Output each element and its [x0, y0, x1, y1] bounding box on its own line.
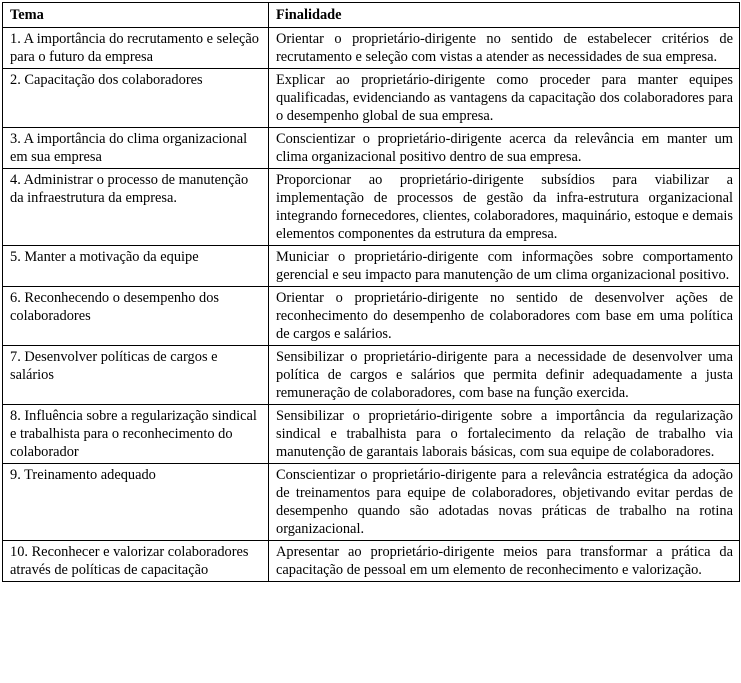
table-row [3, 287, 740, 346]
tema-cell: 3. A importância do clima organizacional em sua empresa [3, 128, 269, 169]
table-row [3, 28, 740, 69]
tema-cell: 8. Influência sobre a regularização sindical e trabalhista para o reconhecimento do colaborador [3, 405, 269, 464]
finalidade-cell: Sensibilizar o proprietário-dirigente sobre a importância da regularização sindical e trabalhista para o fortalecimento da relação de trabalho via manutenção de garantais laborais básicas, com sua equipe de colaboradores. [269, 405, 740, 464]
table-row [3, 69, 740, 128]
header-tema: Tema [3, 3, 269, 28]
finalidade-cell: Apresentar ao proprietário-dirigente meios para transformar a prática da capacitação de pessoal em um elemento de reconhecimento e valorização. [269, 541, 740, 582]
finalidade-cell: Municiar o proprietário-dirigente com informações sobre comportamento gerencial e seu impacto para manutenção de um clima organizacional positivo. [269, 246, 740, 287]
table-row [3, 464, 740, 541]
tema-finalidade-table [2, 2, 740, 582]
finalidade-cell: Conscientizar o proprietário-dirigente acerca da relevância em manter um clima organizacional positivo dentro de sua empresa. [269, 128, 740, 169]
tema-cell: 2. Capacitação dos colaboradores [3, 69, 269, 128]
finalidade-cell: Proporcionar ao proprietário-dirigente subsídios para viabilizar a implementação de processos de gestão da infra-estrutura organizacional integrando fornecedores, clientes, colaboradores, maquinário, estoque e demais elementos componentes da estrutura da empresa. [269, 169, 740, 246]
tema-cell: 5. Manter a motivação da equipe [3, 246, 269, 287]
table-row [3, 246, 740, 287]
finalidade-cell: Orientar o proprietário-dirigente no sentido de desenvolver ações de reconhecimento do desempenho de colaboradores com base em uma política de cargos e salários. [269, 287, 740, 346]
table-row [3, 405, 740, 464]
finalidade-cell: Explicar ao proprietário-dirigente como proceder para manter equipes qualificadas, evidenciando as vantagens da capacitação dos colaboradores para o desempenho global de sua empresa. [269, 69, 740, 128]
tema-cell: 9. Treinamento adequado [3, 464, 269, 541]
finalidade-cell: Sensibilizar o proprietário-dirigente para a necessidade de desenvolver uma política de cargos e salários que permita definir adequadamente a justa remuneração de colaboradores, com base na função exercida. [269, 346, 740, 405]
tema-cell: 7. Desenvolver políticas de cargos e salários [3, 346, 269, 405]
tema-cell: 6. Reconhecendo o desempenho dos colaboradores [3, 287, 269, 346]
header-finalidade: Finalidade [269, 3, 740, 28]
tema-cell: 4. Administrar o processo de manutenção da infraestrutura da empresa. [3, 169, 269, 246]
finalidade-cell: Orientar o proprietário-dirigente no sentido de estabelecer critérios de recrutamento e seleção com vistas a atender as necessidades de sua empresa. [269, 28, 740, 69]
tema-cell: 10. Reconhecer e valorizar colaboradores através de políticas de capacitação [3, 541, 269, 582]
finalidade-cell: Conscientizar o proprietário-dirigente para a relevância estratégica da adoção de treinamentos para equipe de colaboradores, objetivando evitar perdas de desempenho quando são adotadas novas práticas de trabalho na rotina organizacional. [269, 464, 740, 541]
header-row [3, 3, 740, 28]
table-row [3, 169, 740, 246]
tema-cell: 1. A importância do recrutamento e seleção para o futuro da empresa [3, 28, 269, 69]
table-row [3, 346, 740, 405]
table-row [3, 128, 740, 169]
table-row [3, 541, 740, 582]
